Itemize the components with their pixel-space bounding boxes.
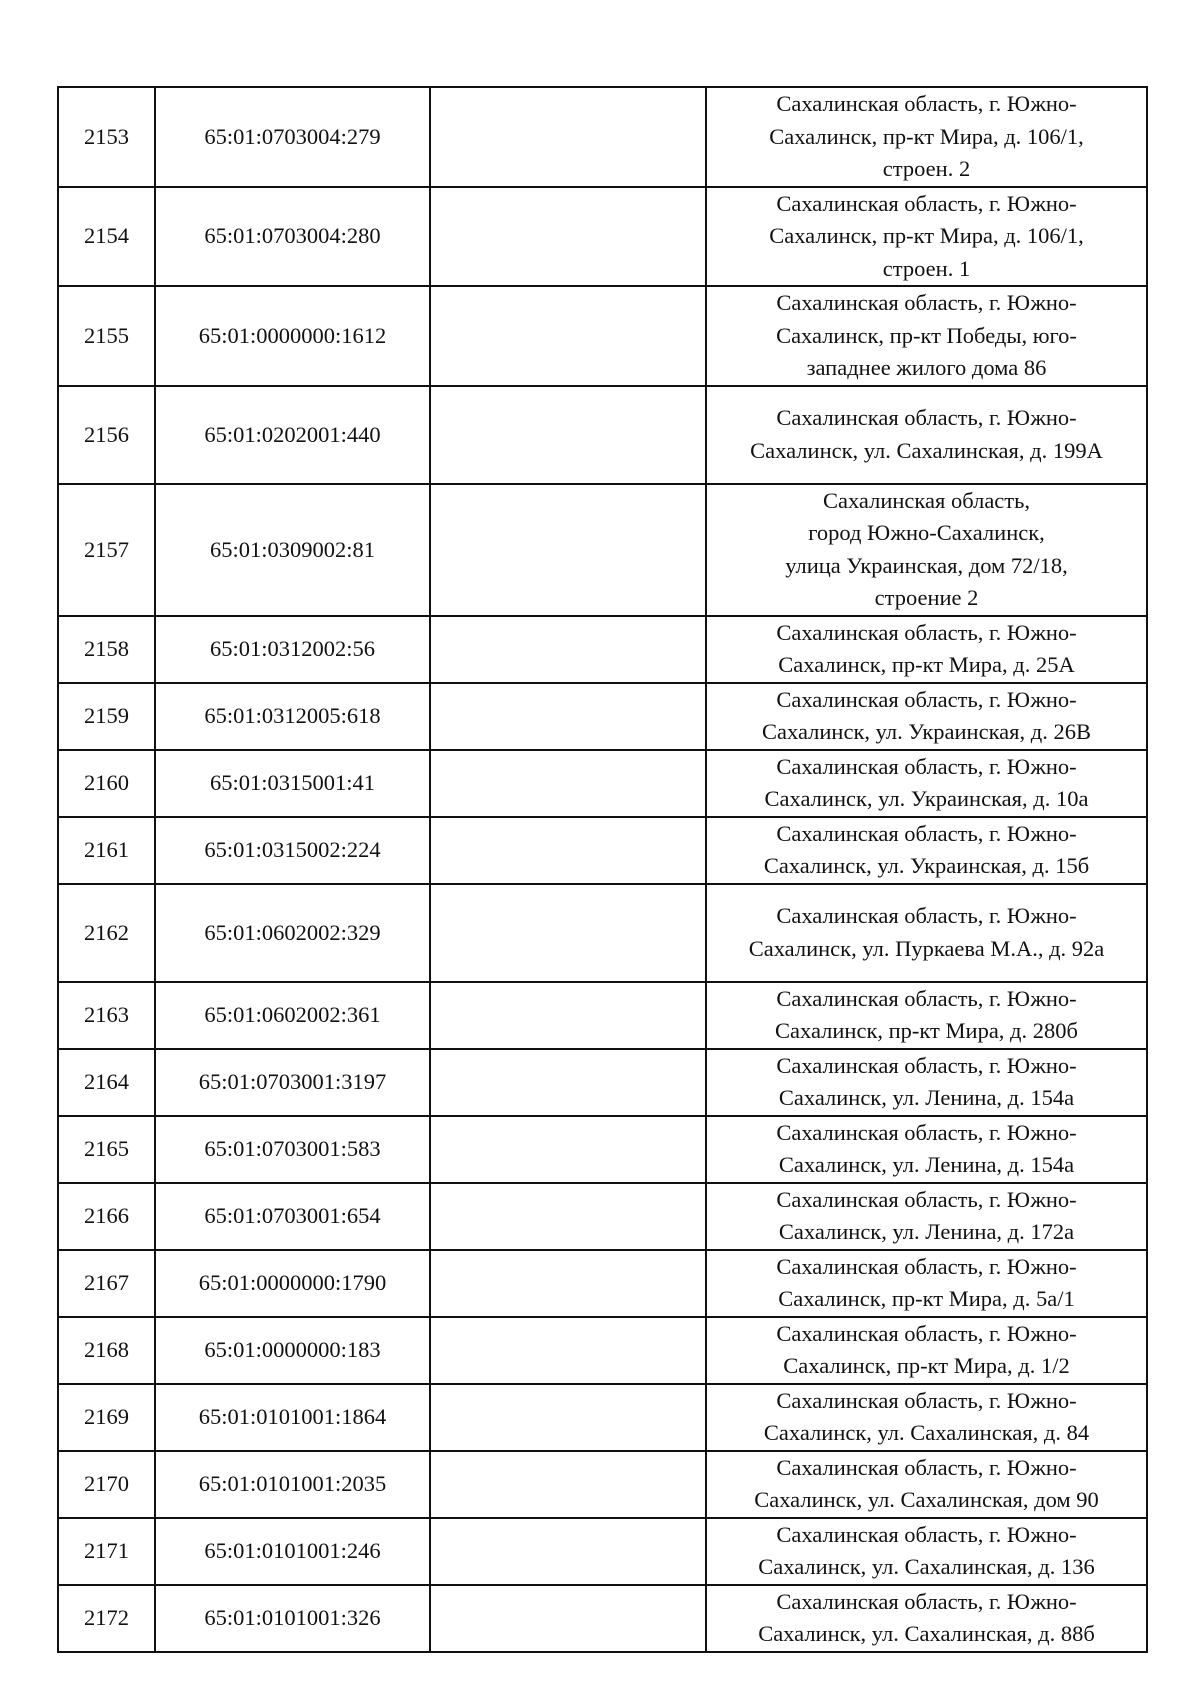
- empty-cell: [430, 286, 706, 386]
- row-number-cell: 2168: [58, 1317, 155, 1384]
- empty-cell: [430, 1518, 706, 1585]
- table-row: [58, 1384, 1147, 1451]
- address-cell: Сахалинская область, г. Южно- Сахалинск, пр-кт Мира, д. 5а/1: [706, 1250, 1147, 1317]
- address-cell: Сахалинская область, г. Южно- Сахалинск, пр-кт Победы, юго- западнее жилого дома 86: [706, 286, 1147, 386]
- table-row: [58, 750, 1147, 817]
- address-cell: Сахалинская область, г. Южно- Сахалинск, ул. Ленина, д. 154а: [706, 1049, 1147, 1116]
- cadastral-number-cell: 65:01:0312002:56: [155, 616, 430, 683]
- empty-cell: [430, 187, 706, 287]
- empty-cell: [430, 1451, 706, 1518]
- cadastral-number-cell: 65:01:0312005:618: [155, 683, 430, 750]
- table-row: [58, 1451, 1147, 1518]
- row-number-cell: 2163: [58, 982, 155, 1049]
- register-table-body: [58, 87, 1147, 1652]
- table-row: [58, 616, 1147, 683]
- empty-cell: [430, 386, 706, 484]
- empty-cell: [430, 817, 706, 884]
- row-number-cell: 2165: [58, 1116, 155, 1183]
- address-cell: Сахалинская область, г. Южно- Сахалинск, ул. Украинская, д. 26В: [706, 683, 1147, 750]
- address-cell: Сахалинская область, г. Южно- Сахалинск, ул. Украинская, д. 15б: [706, 817, 1147, 884]
- row-number-cell: 2171: [58, 1518, 155, 1585]
- cadastral-number-cell: 65:01:0000000:183: [155, 1317, 430, 1384]
- empty-cell: [430, 683, 706, 750]
- table-row: [58, 1049, 1147, 1116]
- empty-cell: [430, 1183, 706, 1250]
- table-row: [58, 1585, 1147, 1652]
- row-number-cell: 2153: [58, 87, 155, 187]
- table-row: [58, 1116, 1147, 1183]
- row-number-cell: 2166: [58, 1183, 155, 1250]
- cadastral-number-cell: 65:01:0703001:3197: [155, 1049, 430, 1116]
- cadastral-number-cell: 65:01:0101001:2035: [155, 1451, 430, 1518]
- empty-cell: [430, 87, 706, 187]
- cadastral-number-cell: 65:01:0000000:1790: [155, 1250, 430, 1317]
- cadastral-number-cell: 65:01:0703004:280: [155, 187, 430, 287]
- register-table: [57, 86, 1148, 1653]
- cadastral-number-cell: 65:01:0703004:279: [155, 87, 430, 187]
- address-cell: Сахалинская область, г. Южно- Сахалинск, ул. Сахалинская, д. 88б: [706, 1585, 1147, 1652]
- table-row: [58, 1518, 1147, 1585]
- empty-cell: [430, 1049, 706, 1116]
- cadastral-number-cell: 65:01:0602002:361: [155, 982, 430, 1049]
- row-number-cell: 2157: [58, 484, 155, 616]
- empty-cell: [430, 616, 706, 683]
- address-cell: Сахалинская область, г. Южно- Сахалинск, пр-кт Мира, д. 1/2: [706, 1317, 1147, 1384]
- table-row: [58, 1317, 1147, 1384]
- table-row: [58, 386, 1147, 484]
- address-cell: Сахалинская область, г. Южно- Сахалинск, пр-кт Мира, д. 280б: [706, 982, 1147, 1049]
- row-number-cell: 2161: [58, 817, 155, 884]
- table-row: [58, 286, 1147, 386]
- cadastral-number-cell: 65:01:0000000:1612: [155, 286, 430, 386]
- empty-cell: [430, 1250, 706, 1317]
- table-row: [58, 1250, 1147, 1317]
- table-row: [58, 187, 1147, 287]
- empty-cell: [430, 1585, 706, 1652]
- table-row: [58, 817, 1147, 884]
- address-cell: Сахалинская область, г. Южно- Сахалинск, пр-кт Мира, д. 106/1, строен. 2: [706, 87, 1147, 187]
- empty-cell: [430, 1384, 706, 1451]
- cadastral-number-cell: 65:01:0309002:81: [155, 484, 430, 616]
- address-cell: Сахалинская область, город Южно-Сахалинск, улица Украинская, дом 72/18, строение 2: [706, 484, 1147, 616]
- row-number-cell: 2169: [58, 1384, 155, 1451]
- address-cell: Сахалинская область, г. Южно- Сахалинск, ул. Украинская, д. 10а: [706, 750, 1147, 817]
- cadastral-number-cell: 65:01:0602002:329: [155, 884, 430, 982]
- table-row: [58, 683, 1147, 750]
- table-row: [58, 982, 1147, 1049]
- address-cell: Сахалинская область, г. Южно- Сахалинск, ул. Пуркаева М.А., д. 92а: [706, 884, 1147, 982]
- cadastral-number-cell: 65:01:0703001:583: [155, 1116, 430, 1183]
- row-number-cell: 2164: [58, 1049, 155, 1116]
- row-number-cell: 2156: [58, 386, 155, 484]
- cadastral-number-cell: 65:01:0315001:41: [155, 750, 430, 817]
- empty-cell: [430, 884, 706, 982]
- address-cell: Сахалинская область, г. Южно- Сахалинск, ул. Сахалинская, д. 84: [706, 1384, 1147, 1451]
- row-number-cell: 2154: [58, 187, 155, 287]
- empty-cell: [430, 1317, 706, 1384]
- address-cell: Сахалинская область, г. Южно- Сахалинск, ул. Сахалинская, д. 136: [706, 1518, 1147, 1585]
- empty-cell: [430, 484, 706, 616]
- row-number-cell: 2158: [58, 616, 155, 683]
- address-cell: Сахалинская область, г. Южно- Сахалинск, пр-кт Мира, д. 106/1, строен. 1: [706, 187, 1147, 287]
- row-number-cell: 2170: [58, 1451, 155, 1518]
- cadastral-number-cell: 65:01:0315002:224: [155, 817, 430, 884]
- cadastral-number-cell: 65:01:0101001:246: [155, 1518, 430, 1585]
- address-cell: Сахалинская область, г. Южно- Сахалинск, ул. Сахалинская, дом 90: [706, 1451, 1147, 1518]
- row-number-cell: 2155: [58, 286, 155, 386]
- empty-cell: [430, 982, 706, 1049]
- cadastral-number-cell: 65:01:0101001:1864: [155, 1384, 430, 1451]
- row-number-cell: 2172: [58, 1585, 155, 1652]
- row-number-cell: 2160: [58, 750, 155, 817]
- row-number-cell: 2167: [58, 1250, 155, 1317]
- empty-cell: [430, 750, 706, 817]
- table-row: [58, 1183, 1147, 1250]
- cadastral-number-cell: 65:01:0101001:326: [155, 1585, 430, 1652]
- cadastral-number-cell: 65:01:0202001:440: [155, 386, 430, 484]
- empty-cell: [430, 1116, 706, 1183]
- row-number-cell: 2159: [58, 683, 155, 750]
- row-number-cell: 2162: [58, 884, 155, 982]
- address-cell: Сахалинская область, г. Южно- Сахалинск, ул. Ленина, д. 172а: [706, 1183, 1147, 1250]
- address-cell: Сахалинская область, г. Южно- Сахалинск, ул. Ленина, д. 154а: [706, 1116, 1147, 1183]
- address-cell: Сахалинская область, г. Южно- Сахалинск, пр-кт Мира, д. 25А: [706, 616, 1147, 683]
- table-row: [58, 484, 1147, 616]
- cadastral-number-cell: 65:01:0703001:654: [155, 1183, 430, 1250]
- table-row: [58, 884, 1147, 982]
- table-row: [58, 87, 1147, 187]
- address-cell: Сахалинская область, г. Южно- Сахалинск, ул. Сахалинская, д. 199А: [706, 386, 1147, 484]
